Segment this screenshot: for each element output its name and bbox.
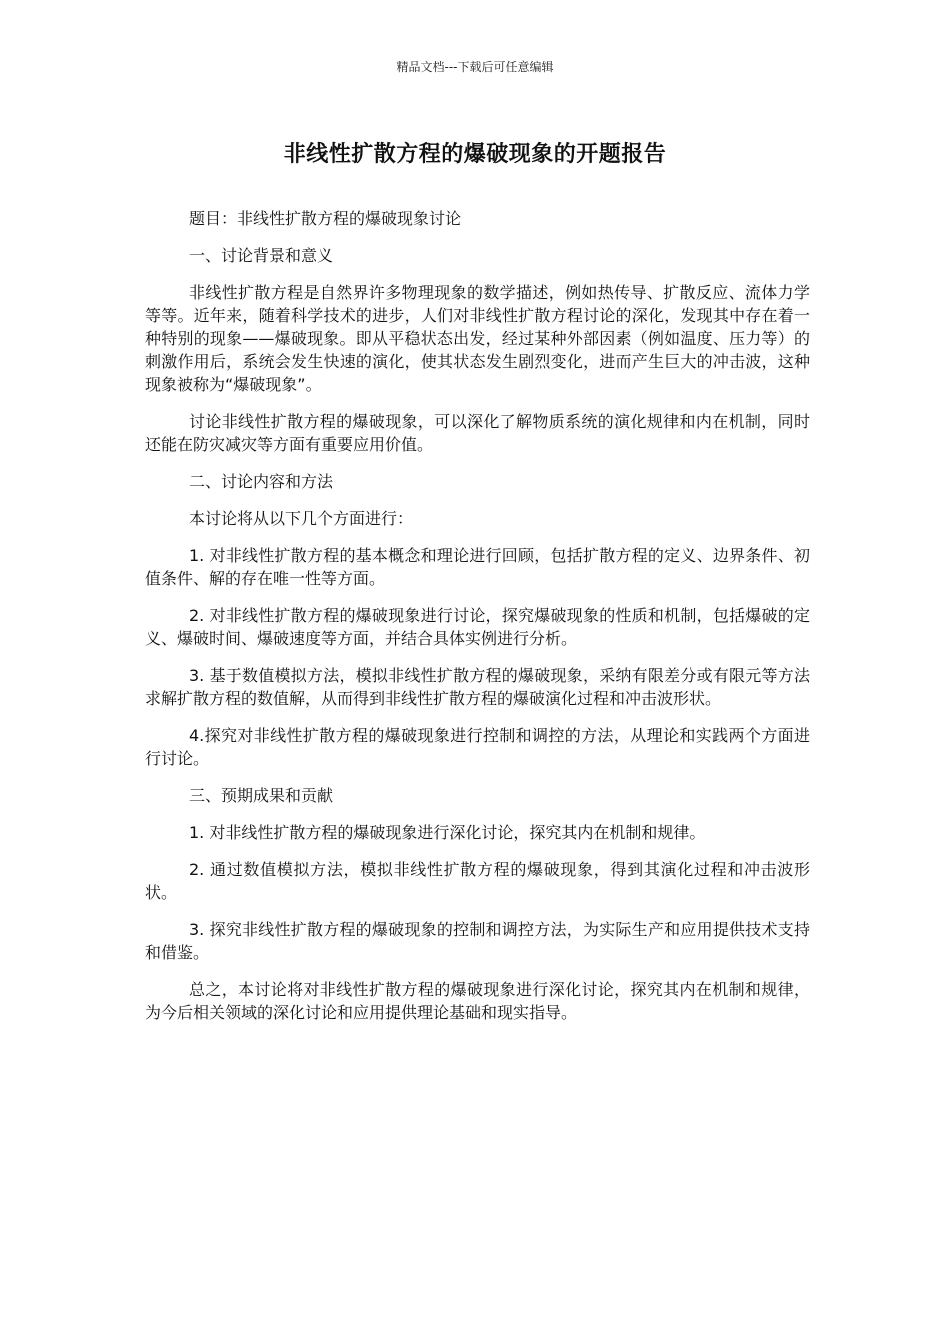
topic-line: 题目：非线性扩散方程的爆破现象讨论 (189, 209, 462, 228)
page-header: 精品文档---下载后可任意编辑 (396, 60, 554, 74)
outcome-item: 2. 通过数值模拟方法，模拟非线性扩散方程的爆破现象，得到其演化过程和冲击波形状。 (145, 860, 810, 902)
content-item: 3. 基于数值模拟方法，模拟非线性扩散方程的爆破现象，采纳有限差分或有限元等方法求解扩散方程的数值解，从而得到非线性扩散方程的爆破演化过程和冲击波形状。 (145, 666, 810, 708)
content-item: 1. 对非线性扩散方程的基本概念和理论进行回顾，包括扩散方程的定义、边界条件、初值条件、解的存在唯一性等方面。 (145, 546, 810, 588)
section-heading-background: 一、讨论背景和意义 (189, 246, 334, 265)
conclusion-paragraph: 总之，本讨论将对非线性扩散方程的爆破现象进行深化讨论，探究其内在机制和规律，为今后相关领域的深化讨论和应用提供理论基础和现实指导。 (145, 980, 810, 1022)
content-intro: 本讨论将从以下几个方面进行： (189, 509, 414, 528)
section-heading-outcomes: 三、预期成果和贡献 (189, 786, 334, 805)
significance-paragraph: 讨论非线性扩散方程的爆破现象，可以深化了解物质系统的演化规律和内在机制，同时还能在防灾减灾等方面有重要应用价值。 (145, 412, 810, 454)
document-body (145, 207, 810, 1038)
document-title: 非线性扩散方程的爆破现象的开题报告 (283, 142, 667, 167)
content-item: 4.探究对非线性扩散方程的爆破现象进行控制和调控的方法，从理论和实践两个方面进行讨论。 (145, 726, 810, 768)
outcome-item: 3. 探究非线性扩散方程的爆破现象的控制和调控方法，为实际生产和应用提供技术支持和借鉴。 (145, 920, 810, 962)
outcome-item: 1. 对非线性扩散方程的爆破现象进行深化讨论，探究其内在机制和规律。 (189, 823, 706, 842)
content-item: 2. 对非线性扩散方程的爆破现象进行讨论，探究爆破现象的性质和机制，包括爆破的定义、爆破时间、爆破速度等方面，并结合具体实例进行分析。 (145, 606, 810, 648)
section-heading-content-methods: 二、讨论内容和方法 (189, 472, 334, 491)
background-paragraph: 非线性扩散方程是自然界许多物理现象的数学描述，例如热传导、扩散反应、流体力学等等。近年来，随着科学技术的进步，人们对非线性扩散方程讨论的深化，发现其中存在着一种特别的现象——爆破现象。即从平稳状态出发，经过某种外部因素（例如温度、压力等）的刺激作用后，系统会发生快速的演化，使其状态发生剧烈变化，进而产生巨大的冲击波，这种现象被称为“爆破现象”。 (145, 283, 810, 394)
